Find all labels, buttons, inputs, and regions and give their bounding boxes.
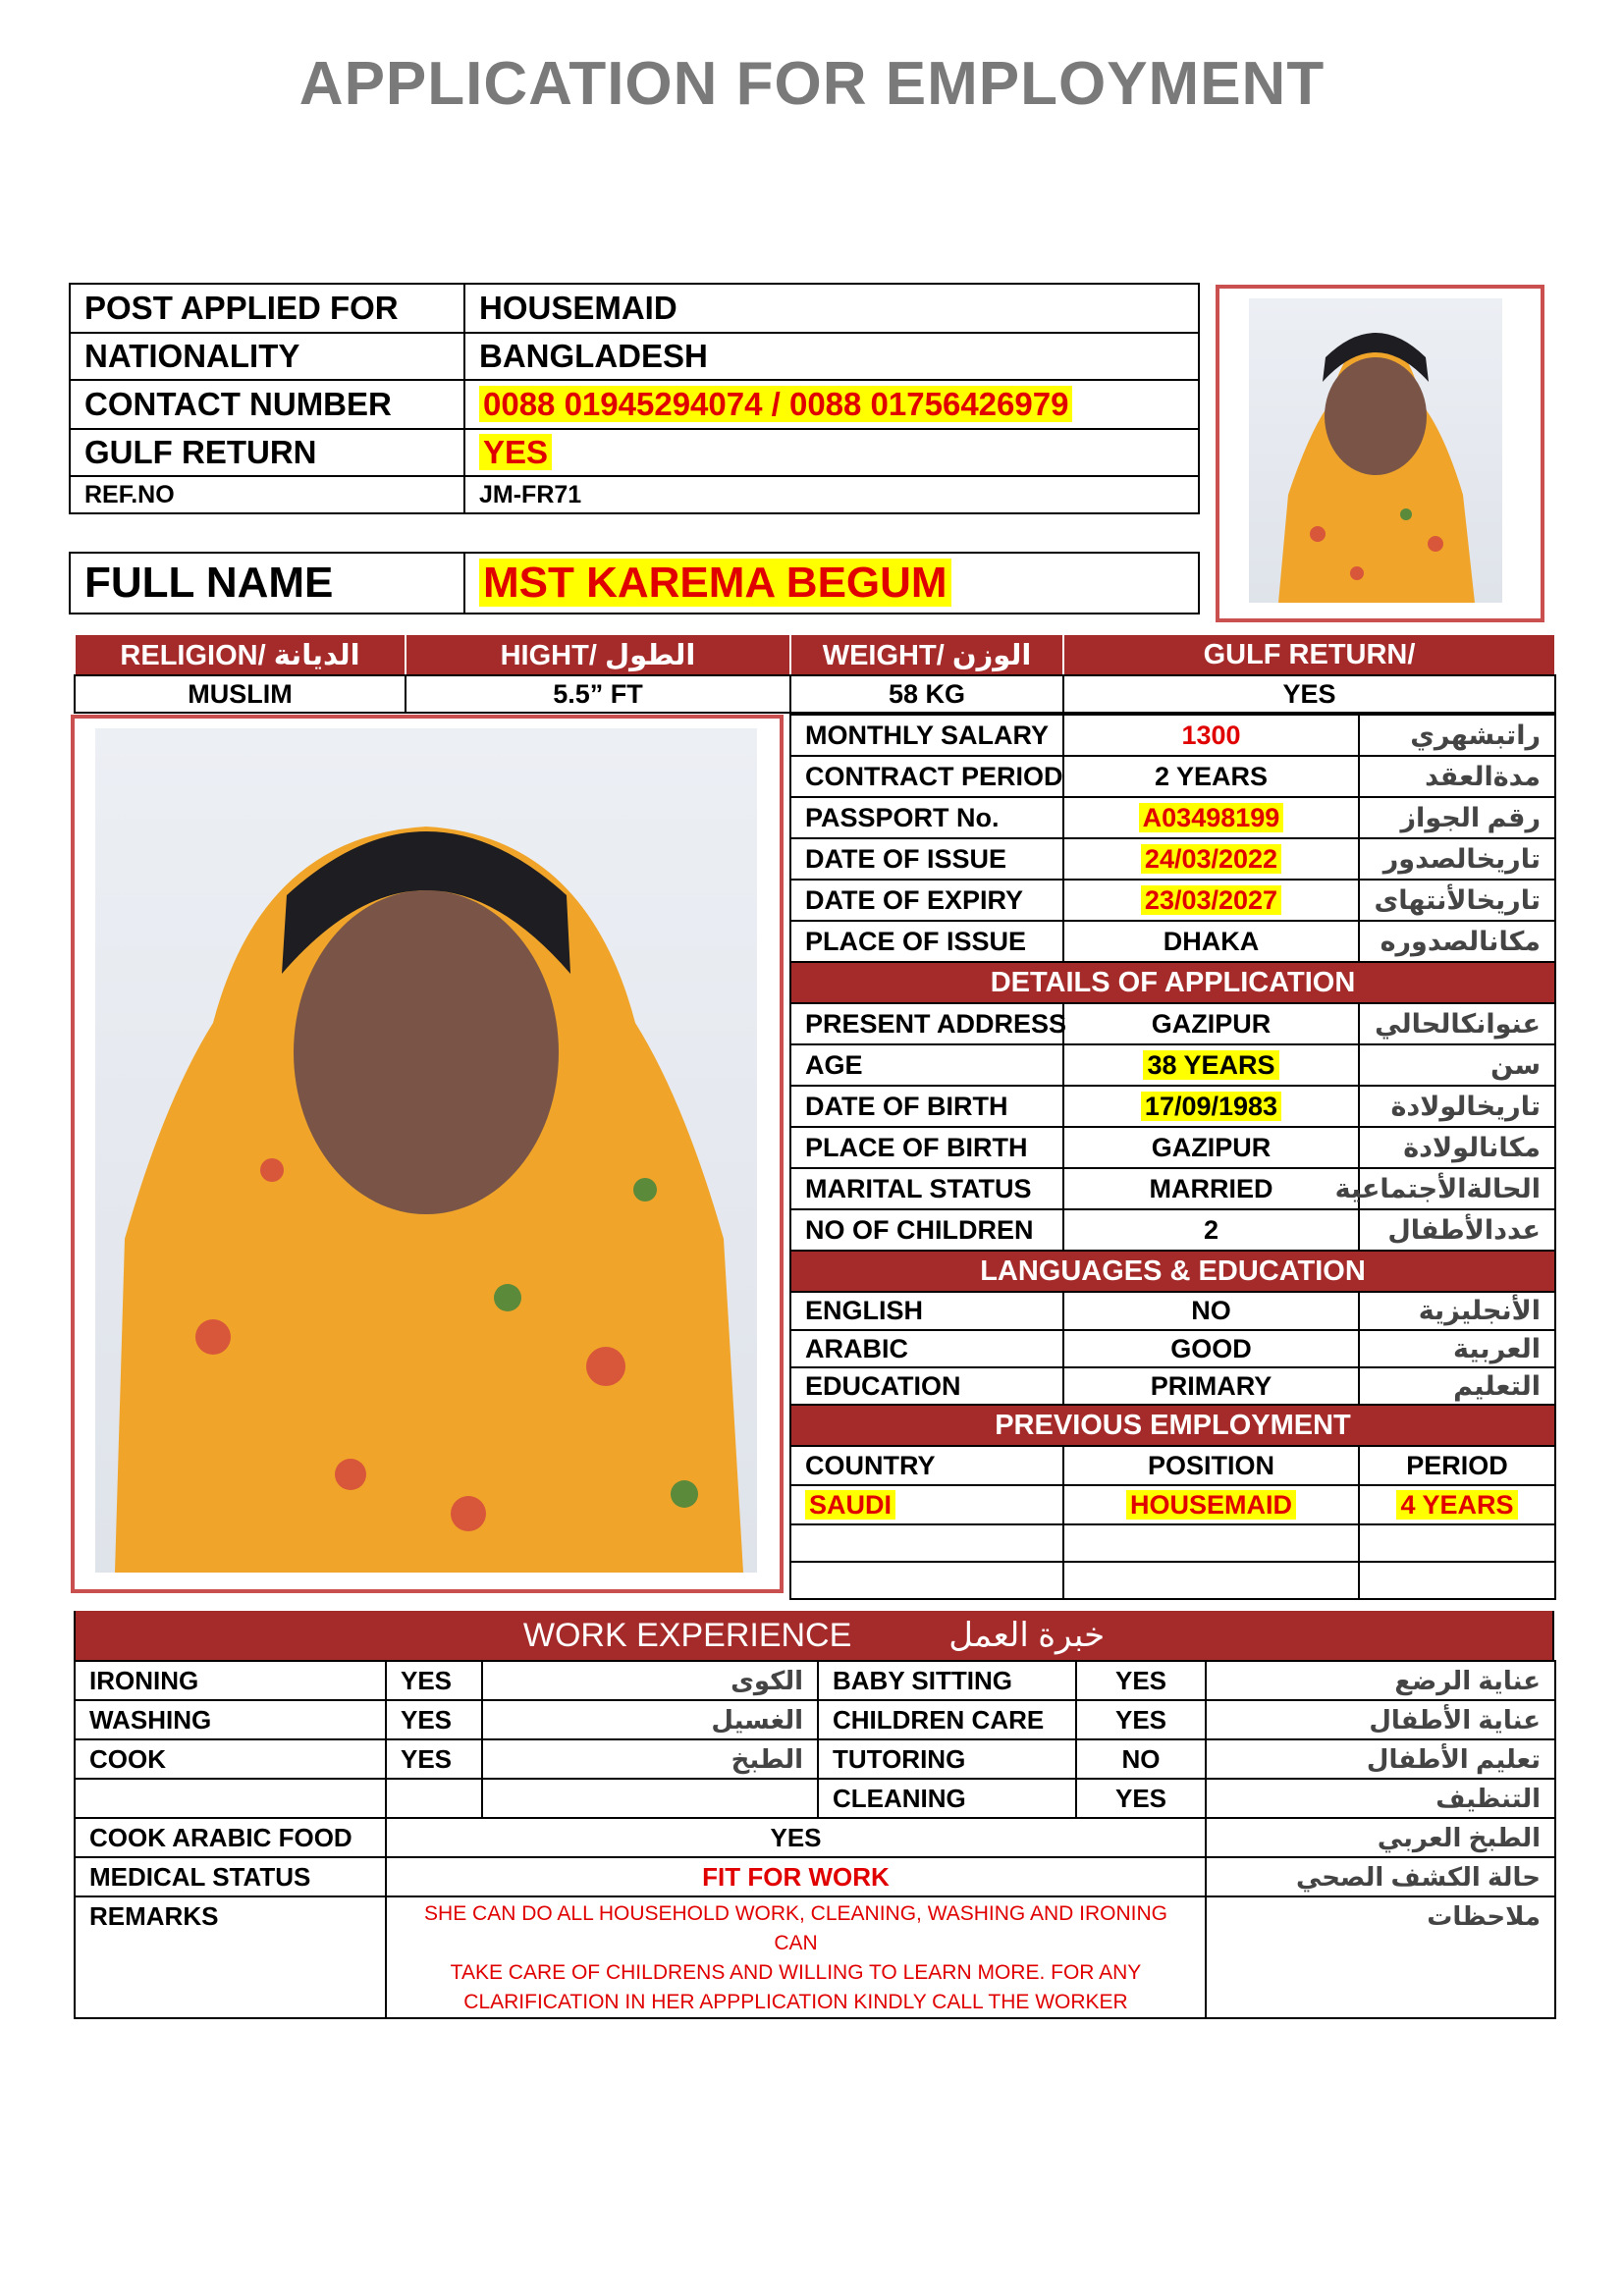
pob-row (790, 1127, 1555, 1168)
place-issue-arabic: مكانالصدوره (1359, 921, 1555, 962)
contract-label: CONTRACT PERIOD (790, 756, 1063, 797)
gulf-return-header: GULF RETURN/ (1063, 634, 1555, 675)
application-heading: DETAILS OF APPLICATION (790, 962, 1555, 1003)
contact-label: CONTACT NUMBER (70, 380, 464, 429)
cook-arabic-row (75, 1818, 1555, 1857)
age-arabic: سن (1359, 1044, 1555, 1086)
expiry-value: 23/03/2027 (1141, 885, 1281, 915)
issue-value: 24/03/2022 (1141, 844, 1281, 874)
issue-row (790, 838, 1555, 880)
employment-empty-row (790, 1562, 1555, 1599)
dob-label: DATE OF BIRTH (790, 1086, 1063, 1127)
children-label: NO OF CHILDREN (790, 1209, 1063, 1251)
age-value: 38 YEARS (1143, 1050, 1278, 1080)
applicant-portrait-large (95, 728, 757, 1573)
gulf-return-value: YES (1063, 675, 1555, 713)
washing-label: WASHING (75, 1700, 386, 1739)
education-value: PRIMARY (1063, 1367, 1359, 1405)
height-value: 5.5” FT (406, 675, 790, 713)
address-arabic: عنوانكالحالي (1359, 1003, 1555, 1044)
children-row (790, 1209, 1555, 1251)
large-photo (95, 728, 757, 1573)
pob-arabic: مكانالولادة (1359, 1127, 1555, 1168)
issue-arabic: تاريخالصدور (1359, 838, 1555, 880)
medical-value: FIT FOR WORK (386, 1857, 1206, 1896)
employment-row (790, 1485, 1555, 1524)
ironing-arabic: الكوى (482, 1661, 818, 1700)
age-row (790, 1044, 1555, 1086)
education-label: EDUCATION (790, 1367, 1063, 1405)
ref-row (70, 476, 1199, 513)
passport-row (790, 797, 1555, 838)
pob-value: GAZIPUR (1063, 1127, 1359, 1168)
english-arabic: الأنجليزية (1359, 1292, 1555, 1330)
cleaning-value: YES (1076, 1779, 1206, 1818)
position-col: POSITION (1063, 1446, 1359, 1485)
dob-arabic: تاريخالولادة (1359, 1086, 1555, 1127)
small-photo (1249, 298, 1502, 603)
post-row (70, 284, 1199, 333)
tutoring-label: TUTORING (818, 1739, 1076, 1779)
english-label: ENGLISH (790, 1292, 1063, 1330)
work-row (75, 1739, 1555, 1779)
age-label: AGE (790, 1044, 1063, 1086)
children-arabic: عددالأطفال (1359, 1209, 1555, 1251)
arabic-label: ARABIC (790, 1330, 1063, 1367)
work-heading: WORK EXPERIENCE (522, 1617, 852, 1654)
gulf-row (70, 429, 1199, 476)
stats-values (74, 674, 1556, 714)
contract-arabic: مدةالعقد (1359, 756, 1555, 797)
cook-arabic-value: YES (386, 1818, 1206, 1857)
passport-arabic: رقم الجواز (1359, 797, 1555, 838)
employment-cols-row (790, 1446, 1555, 1485)
medical-label: MEDICAL STATUS (75, 1857, 386, 1896)
remarks-line-2: TAKE CARE OF CHILDRENS AND WILLING TO LEARN MORE. FOR ANY (450, 1961, 1142, 1984)
salary-row (790, 715, 1555, 756)
passport-label: PASSPORT No. (790, 797, 1063, 838)
place-issue-value: DHAKA (1063, 921, 1359, 962)
post-label: POST APPLIED FOR (70, 284, 464, 333)
details-table (789, 714, 1556, 1600)
expiry-row (790, 880, 1555, 921)
marital-value: MARRIED (1063, 1168, 1359, 1209)
work-row (75, 1779, 1555, 1818)
ref-label: REF.NO (70, 476, 464, 513)
full-name-table (69, 552, 1200, 614)
nationality-label: NATIONALITY (70, 333, 464, 380)
cook-arabic-arabic: الطبخ العربي (1206, 1818, 1555, 1857)
children-care-arabic: عناية الأطفال (1206, 1700, 1555, 1739)
education-arabic: التعليم (1359, 1367, 1555, 1405)
religion-value: MUSLIM (75, 675, 406, 713)
period-col: PERIOD (1359, 1446, 1555, 1485)
expiry-label: DATE OF EXPIRY (790, 880, 1063, 921)
weight-value: 58 KG (790, 675, 1063, 713)
country-col: COUNTRY (790, 1446, 1063, 1485)
washing-value: YES (386, 1700, 482, 1739)
remarks-row (75, 1896, 1555, 2018)
tutoring-arabic: تعليم الأطفال (1206, 1739, 1555, 1779)
full-name-value: MST KAREMA BEGUM (479, 559, 951, 607)
cleaning-arabic: التنظيف (1206, 1779, 1555, 1818)
remarks-arabic: ملاحظات (1206, 1896, 1555, 2018)
top-info-table (69, 283, 1200, 514)
contract-row (790, 756, 1555, 797)
english-value: NO (1063, 1292, 1359, 1330)
cook-value: YES (386, 1739, 482, 1779)
babysitting-value: YES (1076, 1661, 1206, 1700)
salary-arabic: راتبشهري (1359, 715, 1555, 756)
cook-arabic-label: COOK ARABIC FOOD (75, 1818, 386, 1857)
cook-label: COOK (75, 1739, 386, 1779)
contact-row (70, 380, 1199, 429)
place-issue-row (790, 921, 1555, 962)
post-value: HOUSEMAID (464, 284, 1199, 333)
full-name-label: FULL NAME (70, 553, 464, 614)
children-value: 2 (1063, 1209, 1359, 1251)
employment-country: SAUDI (805, 1490, 895, 1520)
medical-row (75, 1857, 1555, 1896)
address-value: GAZIPUR (1063, 1003, 1359, 1044)
remarks-line-1: SHE CAN DO ALL HOUSEHOLD WORK, CLEANING, WASHING AND IRONING CAN (424, 1902, 1167, 1954)
contact-value: 0088 01945294074 / 0088 01756426979 (479, 386, 1072, 422)
religion-header: RELIGION/ الديانة (75, 634, 406, 675)
education-row (790, 1367, 1555, 1405)
pob-label: PLACE OF BIRTH (790, 1127, 1063, 1168)
children-care-label: CHILDREN CARE (818, 1700, 1076, 1739)
medical-arabic: حالة الكشف الصحي (1206, 1857, 1555, 1896)
nationality-value: BANGLADESH (464, 333, 1199, 380)
expiry-arabic: تاريخالأنتهاى (1359, 880, 1555, 921)
work-table (74, 1660, 1556, 2019)
work-row (75, 1661, 1555, 1700)
weight-header: WEIGHT/ الوزن (790, 634, 1063, 675)
stats-header (74, 633, 1556, 676)
gulf-label: GULF RETURN (70, 429, 464, 476)
ref-value: JM-FR71 (464, 476, 1199, 513)
cleaning-label: CLEANING (818, 1779, 1076, 1818)
babysitting-label: BABY SITTING (818, 1661, 1076, 1700)
ironing-label: IRONING (75, 1661, 386, 1700)
dob-row (790, 1086, 1555, 1127)
salary-label: MONTHLY SALARY (790, 715, 1063, 756)
applicant-portrait-small (1249, 298, 1502, 603)
employment-heading: PREVIOUS EMPLOYMENT (790, 1405, 1555, 1446)
employment-empty-row (790, 1524, 1555, 1562)
dob-value: 17/09/1983 (1141, 1092, 1281, 1121)
work-heading-arabic: خبرة العمل (948, 1617, 1106, 1654)
nationality-row (70, 333, 1199, 380)
marital-label: MARITAL STATUS (790, 1168, 1063, 1209)
passport-value: A03498199 (1139, 803, 1284, 832)
gulf-value: YES (479, 434, 552, 470)
work-row (75, 1700, 1555, 1739)
children-care-value: YES (1076, 1700, 1206, 1739)
marital-arabic: الحالةالأجتماعية (1359, 1168, 1555, 1209)
contract-value: 2 YEARS (1063, 756, 1359, 797)
babysitting-arabic: عناية الرضع (1206, 1661, 1555, 1700)
languages-heading: LANGUAGES & EDUCATION (790, 1251, 1555, 1292)
height-header: HIGHT/ الطول (406, 634, 790, 675)
page-title: APPLICATION FOR EMPLOYMENT (298, 50, 1326, 118)
remarks-label: REMARKS (75, 1896, 386, 2018)
work-heading-bar (74, 1611, 1554, 1660)
arabic-row (790, 1330, 1555, 1367)
address-row (790, 1003, 1555, 1044)
washing-arabic: الغسيل (482, 1700, 818, 1739)
ironing-value: YES (386, 1661, 482, 1700)
arabic-value: GOOD (1063, 1330, 1359, 1367)
remarks-line-3: CLARIFICATION IN HER APPPLICATION KINDLY CALL THE WORKER (463, 1991, 1128, 2013)
english-row (790, 1292, 1555, 1330)
employment-period: 4 YEARS (1396, 1490, 1517, 1520)
issue-label: DATE OF ISSUE (790, 838, 1063, 880)
tutoring-value: NO (1076, 1739, 1206, 1779)
salary-value: 1300 (1063, 715, 1359, 756)
address-label: PRESENT ADDRESS (790, 1003, 1063, 1044)
marital-row (790, 1168, 1555, 1209)
arabic-arabic: العربية (1359, 1330, 1555, 1367)
place-issue-label: PLACE OF ISSUE (790, 921, 1063, 962)
employment-position: HOUSEMAID (1126, 1490, 1296, 1520)
cook-arabic: الطبخ (482, 1739, 818, 1779)
